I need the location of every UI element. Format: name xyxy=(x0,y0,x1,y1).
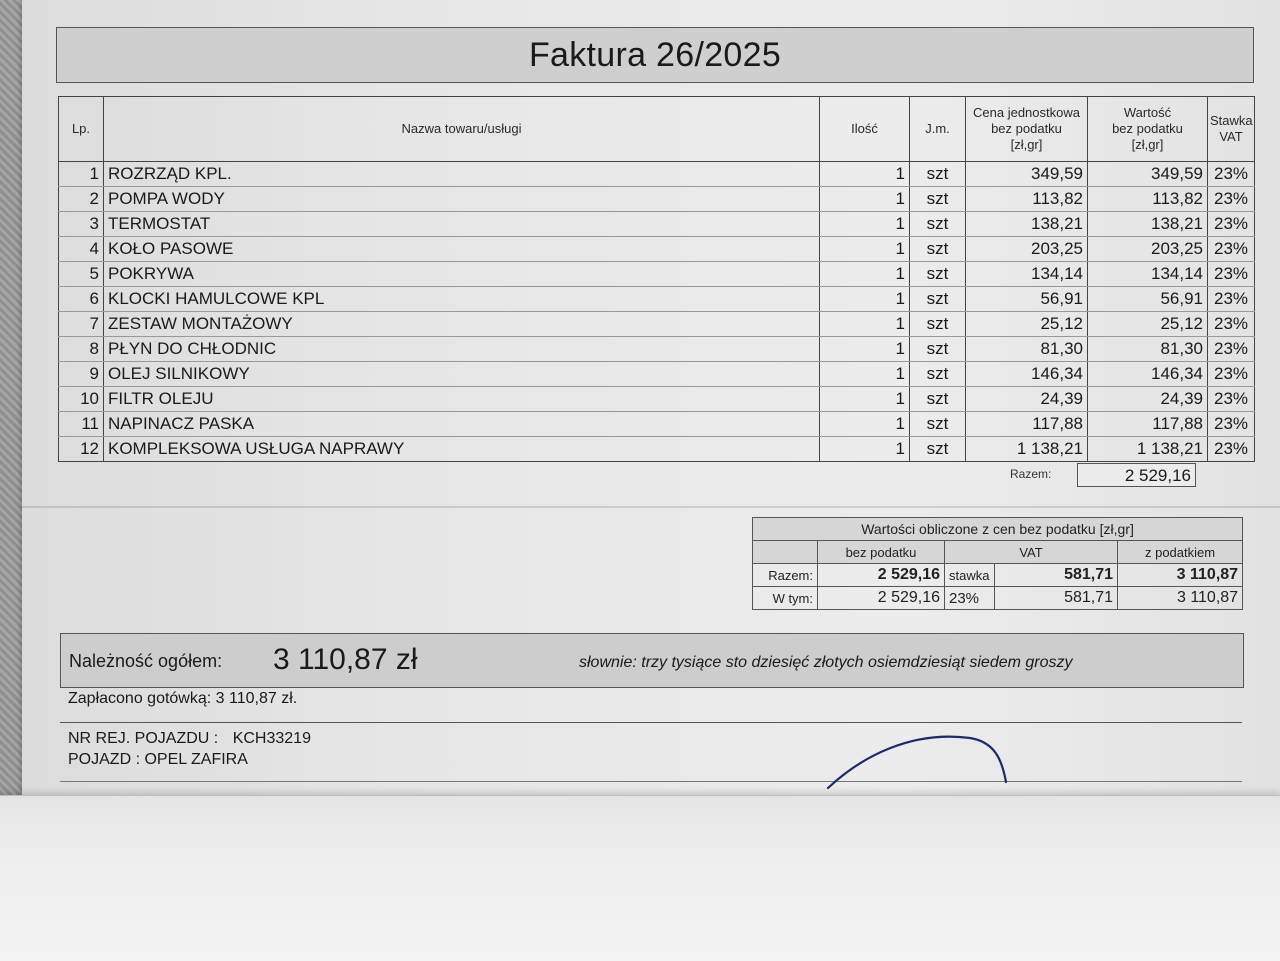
row-value: 117,88 xyxy=(1088,412,1208,437)
row-price: 146,34 xyxy=(966,362,1088,387)
row-unit: szt xyxy=(910,337,966,362)
row-name: KLOCKI HAMULCOWE KPL xyxy=(104,287,820,312)
row-lp: 8 xyxy=(59,337,104,362)
row-vat: 23% xyxy=(1208,437,1255,462)
signature-stroke xyxy=(820,730,1020,800)
amount-due-value: 3 110,87 zł xyxy=(273,643,418,676)
row-value: 1 138,21 xyxy=(1088,437,1208,462)
row-lp: 1 xyxy=(59,162,104,187)
row-lp: 2 xyxy=(59,187,104,212)
vat-summary-razem-label: Razem: xyxy=(753,564,818,587)
vat-summary-blank xyxy=(753,541,818,564)
row-lp: 3 xyxy=(59,212,104,237)
vehicle-registration-label: NR REJ. POJAZDU : xyxy=(68,730,219,747)
header-qty: Ilość xyxy=(820,97,910,162)
header-value xyxy=(1088,97,1208,162)
amount-due-box xyxy=(60,633,1244,688)
header-value-l1: Wartość xyxy=(1123,105,1172,120)
row-qty: 1 xyxy=(820,287,910,312)
invoice-title-box xyxy=(56,27,1254,83)
row-unit: szt xyxy=(910,212,966,237)
row-name: PŁYN DO CHŁODNIC xyxy=(104,337,820,362)
paid-cash-note: Zapłacono gotówką: 3 110,87 zł. xyxy=(68,690,298,707)
row-vat: 23% xyxy=(1208,387,1255,412)
table-row xyxy=(59,262,1255,287)
row-name: KOŁO PASOWE xyxy=(104,237,820,262)
row-price: 81,30 xyxy=(966,337,1088,362)
separator-line xyxy=(60,781,1242,782)
row-lp: 12 xyxy=(59,437,104,462)
vat-summary-wtym-label: W tym: xyxy=(753,587,818,610)
vat-summary-wtym-rate: 23% xyxy=(945,587,995,610)
row-vat: 23% xyxy=(1208,337,1255,362)
row-name: KOMPLEKSOWA USŁUGA NAPRAWY xyxy=(104,437,820,462)
row-price: 138,21 xyxy=(966,212,1088,237)
vat-summary-table xyxy=(752,517,1243,610)
separator-line xyxy=(60,722,1242,723)
table-row xyxy=(59,337,1255,362)
header-unit-price xyxy=(966,97,1088,162)
row-name: ZESTAW MONTAŻOWY xyxy=(104,312,820,337)
header-unit: J.m. xyxy=(910,97,966,162)
vat-summary-col-net: bez podatku xyxy=(818,541,945,564)
header-unit-price-l2: bez podatku xyxy=(991,121,1062,136)
row-lp: 6 xyxy=(59,287,104,312)
vehicle-model-label: POJAZD : xyxy=(68,751,141,768)
row-unit: szt xyxy=(910,287,966,312)
header-vat-rate xyxy=(1208,97,1255,162)
header-vat-l2: VAT xyxy=(1219,129,1243,144)
vat-summary-col-gross: z podatkiem xyxy=(1118,541,1243,564)
row-qty: 1 xyxy=(820,212,910,237)
row-vat: 23% xyxy=(1208,312,1255,337)
row-vat: 23% xyxy=(1208,187,1255,212)
vat-summary-razem-net: 2 529,16 xyxy=(818,564,945,587)
row-unit: szt xyxy=(910,362,966,387)
row-price: 24,39 xyxy=(966,387,1088,412)
paper-fold xyxy=(22,506,1280,508)
table-row xyxy=(59,412,1255,437)
row-name: NAPINACZ PASKA xyxy=(104,412,820,437)
row-value: 24,39 xyxy=(1088,387,1208,412)
row-lp: 4 xyxy=(59,237,104,262)
table-row xyxy=(59,237,1255,262)
row-value: 138,21 xyxy=(1088,212,1208,237)
row-unit: szt xyxy=(910,437,966,462)
row-name: TERMOSTAT xyxy=(104,212,820,237)
row-lp: 10 xyxy=(59,387,104,412)
table-row xyxy=(59,187,1255,212)
vat-summary-col-vat: VAT xyxy=(945,541,1118,564)
row-qty: 1 xyxy=(820,237,910,262)
amount-due-label: Należność ogółem: xyxy=(69,651,223,671)
header-value-l2: bez podatku xyxy=(1112,121,1183,136)
row-price: 349,59 xyxy=(966,162,1088,187)
row-name: ROZRZĄD KPL. xyxy=(104,162,820,187)
row-price: 113,82 xyxy=(966,187,1088,212)
vat-summary-wtym-vat: 581,71 xyxy=(995,587,1118,610)
row-unit: szt xyxy=(910,312,966,337)
row-price: 203,25 xyxy=(966,237,1088,262)
row-qty: 1 xyxy=(820,437,910,462)
table-row xyxy=(59,162,1255,187)
amount-in-words: słownie: trzy tysiące sto dziesięć złotych osiemdziesiąt siedem groszy xyxy=(579,654,1073,671)
row-qty: 1 xyxy=(820,312,910,337)
items-total-value: 2 529,16 xyxy=(1077,463,1196,487)
row-vat: 23% xyxy=(1208,262,1255,287)
row-lp: 9 xyxy=(59,362,104,387)
table-row xyxy=(59,287,1255,312)
row-name: FILTR OLEJU xyxy=(104,387,820,412)
header-vat-l1: Stawka xyxy=(1210,113,1253,128)
row-value: 203,25 xyxy=(1088,237,1208,262)
table-row xyxy=(59,387,1255,412)
row-qty: 1 xyxy=(820,162,910,187)
row-unit: szt xyxy=(910,162,966,187)
row-price: 117,88 xyxy=(966,412,1088,437)
row-vat: 23% xyxy=(1208,212,1255,237)
vat-summary-wtym-net: 2 529,16 xyxy=(818,587,945,610)
row-name: POKRYWA xyxy=(104,262,820,287)
table-row xyxy=(59,437,1255,462)
header-unit-price-l1: Cena jednostkowa xyxy=(973,105,1080,120)
row-value: 134,14 xyxy=(1088,262,1208,287)
row-value: 146,34 xyxy=(1088,362,1208,387)
row-unit: szt xyxy=(910,412,966,437)
row-unit: szt xyxy=(910,387,966,412)
vehicle-model-value: OPEL ZAFIRA xyxy=(144,751,248,768)
table-row xyxy=(59,362,1255,387)
header-unit-price-l3: [zł,gr] xyxy=(1010,137,1043,152)
row-value: 25,12 xyxy=(1088,312,1208,337)
vat-summary-wtym-gross: 3 110,87 xyxy=(1118,587,1243,610)
items-total-label: Razem: xyxy=(1010,467,1052,481)
row-price: 134,14 xyxy=(966,262,1088,287)
overlapping-paper-sheet xyxy=(0,795,1280,961)
table-row xyxy=(59,212,1255,237)
vat-summary-razem-vat: 581,71 xyxy=(995,564,1118,587)
items-header-row xyxy=(59,97,1255,162)
vehicle-registration-value: KCH33219 xyxy=(232,730,311,747)
row-qty: 1 xyxy=(820,412,910,437)
table-row xyxy=(59,312,1255,337)
header-name: Nazwa towaru/usługi xyxy=(104,97,820,162)
row-value: 349,59 xyxy=(1088,162,1208,187)
row-value: 81,30 xyxy=(1088,337,1208,362)
row-unit: szt xyxy=(910,262,966,287)
row-qty: 1 xyxy=(820,187,910,212)
row-lp: 11 xyxy=(59,412,104,437)
vehicle-model xyxy=(68,751,248,769)
vehicle-registration xyxy=(68,730,311,748)
row-name: POMPA WODY xyxy=(104,187,820,212)
header-lp: Lp. xyxy=(59,97,104,162)
row-vat: 23% xyxy=(1208,362,1255,387)
vat-summary-razem-rate: stawka xyxy=(945,564,995,587)
vat-summary-razem-gross: 3 110,87 xyxy=(1118,564,1243,587)
row-price: 1 138,21 xyxy=(966,437,1088,462)
row-price: 25,12 xyxy=(966,312,1088,337)
row-value: 56,91 xyxy=(1088,287,1208,312)
row-qty: 1 xyxy=(820,387,910,412)
row-value: 113,82 xyxy=(1088,187,1208,212)
row-qty: 1 xyxy=(820,337,910,362)
items-table xyxy=(58,96,1255,462)
row-vat: 23% xyxy=(1208,412,1255,437)
row-unit: szt xyxy=(910,187,966,212)
row-lp: 5 xyxy=(59,262,104,287)
row-vat: 23% xyxy=(1208,287,1255,312)
row-lp: 7 xyxy=(59,312,104,337)
row-unit: szt xyxy=(910,237,966,262)
row-vat: 23% xyxy=(1208,237,1255,262)
row-qty: 1 xyxy=(820,262,910,287)
row-name: OLEJ SILNIKOWY xyxy=(104,362,820,387)
row-qty: 1 xyxy=(820,362,910,387)
header-value-l3: [zł,gr] xyxy=(1131,137,1164,152)
invoice-title: Faktura 26/2025 xyxy=(528,35,782,74)
row-price: 56,91 xyxy=(966,287,1088,312)
row-vat: 23% xyxy=(1208,162,1255,187)
vat-summary-header: Wartości obliczone z cen bez podatku [zł,gr] xyxy=(753,518,1243,541)
